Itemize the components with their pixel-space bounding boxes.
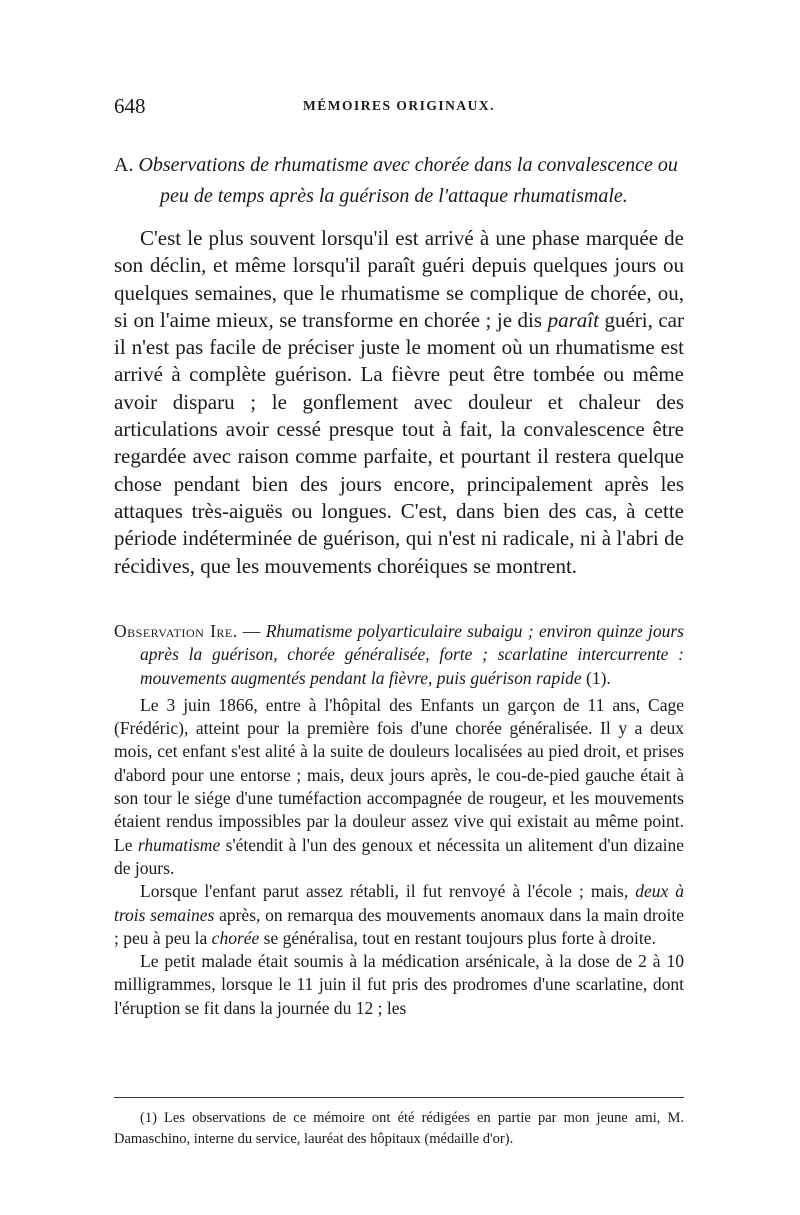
observation-heading xyxy=(114,620,684,690)
paragraph-text: Le 3 juin 1866, entre à l'hôpital des Enfants un garçon de 11 ans, Cage (Frédéric), atteint pour la première fois d'une chorée généralisée. Il y a deux mois, cet enfant s'est alité à la suite de douleurs localisées au pied droit, et prises d'abord pour une entorse ; mais, deux jours après, le cou-de-pied gauche était à son tour le siége d'une tuméfaction accompagnée de rougeur, et les mouvements étaient rendus impossibles par la douleur assez vive qui existait au même point. Le xyxy=(114,694,684,855)
page-number: 648 xyxy=(114,94,146,118)
page-header xyxy=(114,94,684,124)
observation-paragraph: Le petit malade était soumis à la médication arsénicale, à la dose de 2 à 10 milligrammes, lorsque le 11 juin il fut pris des prodromes d'une scarlatine, dont l'éruption se fit dans la journée du 12 ; les xyxy=(114,951,684,1018)
emphasis: paraît xyxy=(547,307,599,332)
paragraph-text: C'est le plus souvent lorsqu'il est arrivé à une phase marquée de son déclin, et même lorsqu'il paraît guéri depuis quelques jours ou quelques semaines, que le rhumatisme se complique de chorée, ou, si on l'aime mieux, se transforme en chorée ; je dis xyxy=(114,226,684,332)
observation-block xyxy=(114,620,684,1020)
paragraph-text: se généralisa, tout en restant toujours plus forte à droite. xyxy=(259,927,656,948)
running-title: MÉMOIRES ORIGINAUX. xyxy=(302,98,495,113)
paragraph-text: Lorsque l'enfant parut assez rétabli, il fut renvoyé à l'école ; mais, xyxy=(140,881,636,902)
section-heading-line2: peu de temps après la guérison de l'attaque rhumatismale. xyxy=(160,185,628,207)
paragraph xyxy=(114,225,684,580)
main-paragraph xyxy=(114,225,684,580)
observation-paragraph xyxy=(114,880,684,950)
footnote: (1) Les observations de ce mémoire ont été rédigées en partie par mon jeune ami, M. Damaschino, interne du service, lauréat des hôpitaux (médaille d'or). xyxy=(114,1110,684,1147)
footnote-divider xyxy=(114,1097,684,1098)
observation-title: Rhumatisme polyarticulaire subaigu ; environ quinze jours après la guérison, chorée généralisée, forte ; scarlatine intercurrente : mouvements augmentés pendant la fièvre, puis guérison rapide xyxy=(140,621,684,688)
paragraph-text: guéri, car il n'est pas facile de préciser juste le moment où un rhumatisme est arrivé à complète guérison. La fièvre peut être tombée ou même avoir disparu ; le gonflement avec douleur et chaleur des articulations avoir cessé presque tout à fait, la convalescence être regardée avec raison comme parfaite, et pourtant il restera quelque chose pendant bien des jours encore, principalement après les attaques très-aiguës ou longues. C'est, dans bien des cas, à cette période indéterminée de guérison, qui n'est ni radicale, ni à l'abri de récidives, que les mouvements choréiques se montrent. xyxy=(114,307,684,578)
emphasis: rhumatisme xyxy=(137,834,221,855)
emphasis: deux à trois semaines xyxy=(114,881,684,925)
section-label: A. xyxy=(114,154,134,176)
section-heading-line1: Observations de rhumatisme avec chorée dans la convalescence ou xyxy=(138,154,678,176)
section-heading xyxy=(114,150,684,212)
paragraph-text: s'étendit à l'un des genoux et nécessita un alitement d'un dizaine de jours. xyxy=(114,834,684,878)
observation-paragraph xyxy=(114,694,684,880)
observation-dash: — xyxy=(237,621,266,641)
emphasis: chorée xyxy=(211,927,260,948)
observation-label: Observation Ire. xyxy=(114,621,238,641)
paragraph-text: après, on remarqua des mouvements anomaux dans la main droite ; peu à peu la xyxy=(114,904,684,948)
footnote-reference: (1). xyxy=(581,667,611,688)
